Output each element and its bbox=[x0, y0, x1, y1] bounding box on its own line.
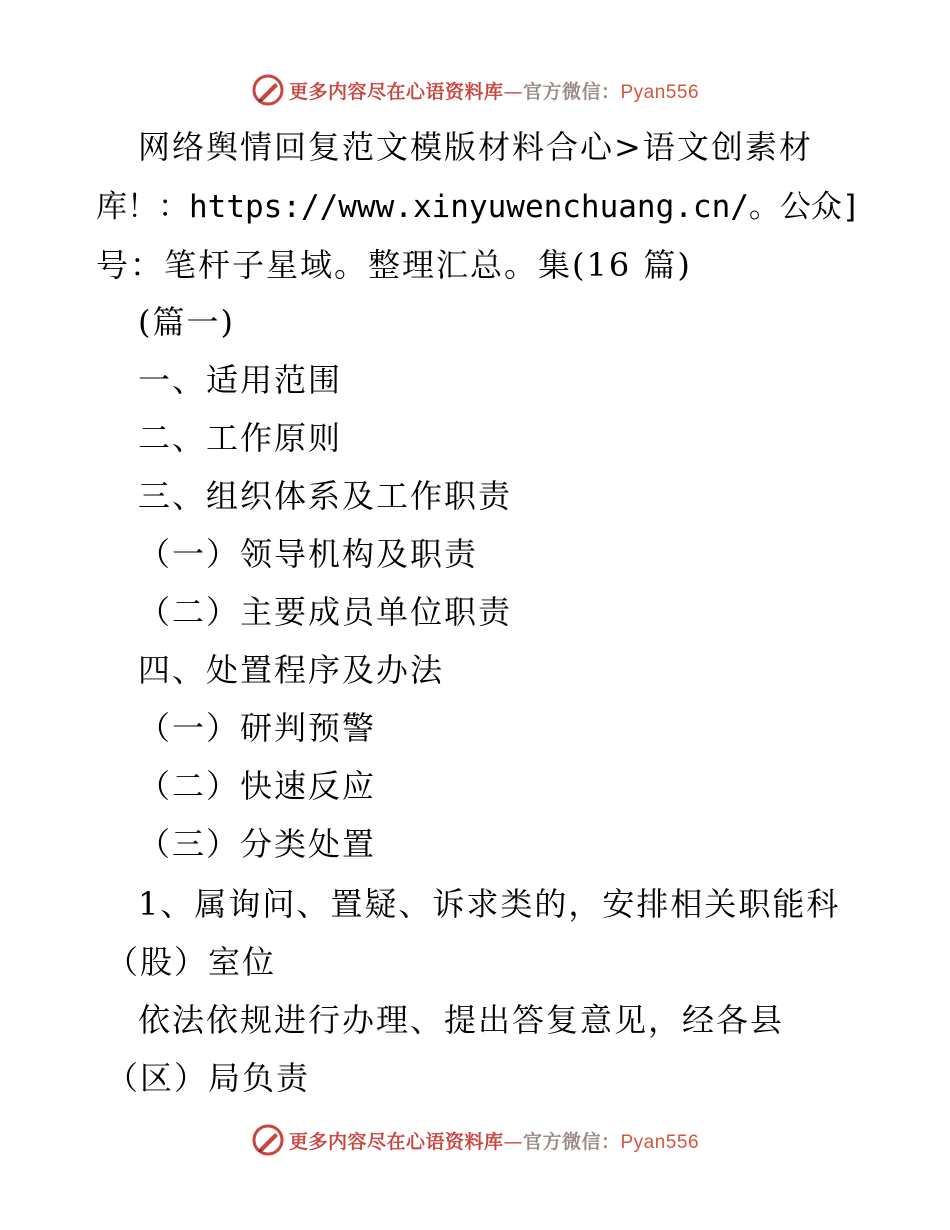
watermark-banner-bottom bbox=[0, 1120, 950, 1160]
doc-title-line-2: 库！：https://www.xinyuwenchuang.cn/。公众] bbox=[96, 189, 861, 225]
doc-part-label: (篇一) bbox=[138, 303, 235, 341]
subsection-heading: （一）领导机构及职责 bbox=[138, 535, 479, 573]
watermark-text: 更多内容尽在心语资料库—官方微信：Pyan556 bbox=[288, 80, 700, 103]
subsection-heading: （二）主要成员单位职责 bbox=[138, 593, 513, 631]
doc-title-line-3: 号：笔杆子星域。整理汇总。集(16 篇) bbox=[96, 246, 692, 284]
subsection-heading: （二）快速反应 bbox=[138, 767, 377, 805]
section-heading: 一、适用范围 bbox=[138, 361, 343, 399]
paragraph-line: （股）室位 bbox=[106, 943, 277, 981]
paragraph-line: （区）局负责 bbox=[106, 1059, 311, 1097]
paragraph-line: 依法依规进行办理、提出答复意见，经各县 bbox=[138, 1001, 785, 1039]
section-heading: 四、处置程序及办法 bbox=[138, 651, 445, 689]
subsection-heading: （一）研判预警 bbox=[138, 709, 377, 747]
doc-title-line-1: 网络舆情回复范文模版材料合心>语文创素材 bbox=[138, 128, 813, 166]
subsection-heading: （三）分类处置 bbox=[138, 825, 377, 863]
section-heading: 二、工作原则 bbox=[138, 419, 343, 457]
paragraph-line: 1、属询问、置疑、诉求类的，安排相关职能科 bbox=[138, 885, 841, 923]
watermark-banner-top bbox=[0, 70, 950, 110]
pen-logo-icon bbox=[251, 1123, 285, 1157]
pen-logo-icon bbox=[251, 73, 285, 107]
watermark-text: 更多内容尽在心语资料库—官方微信：Pyan556 bbox=[288, 1130, 700, 1153]
section-heading: 三、组织体系及工作职责 bbox=[138, 477, 513, 515]
